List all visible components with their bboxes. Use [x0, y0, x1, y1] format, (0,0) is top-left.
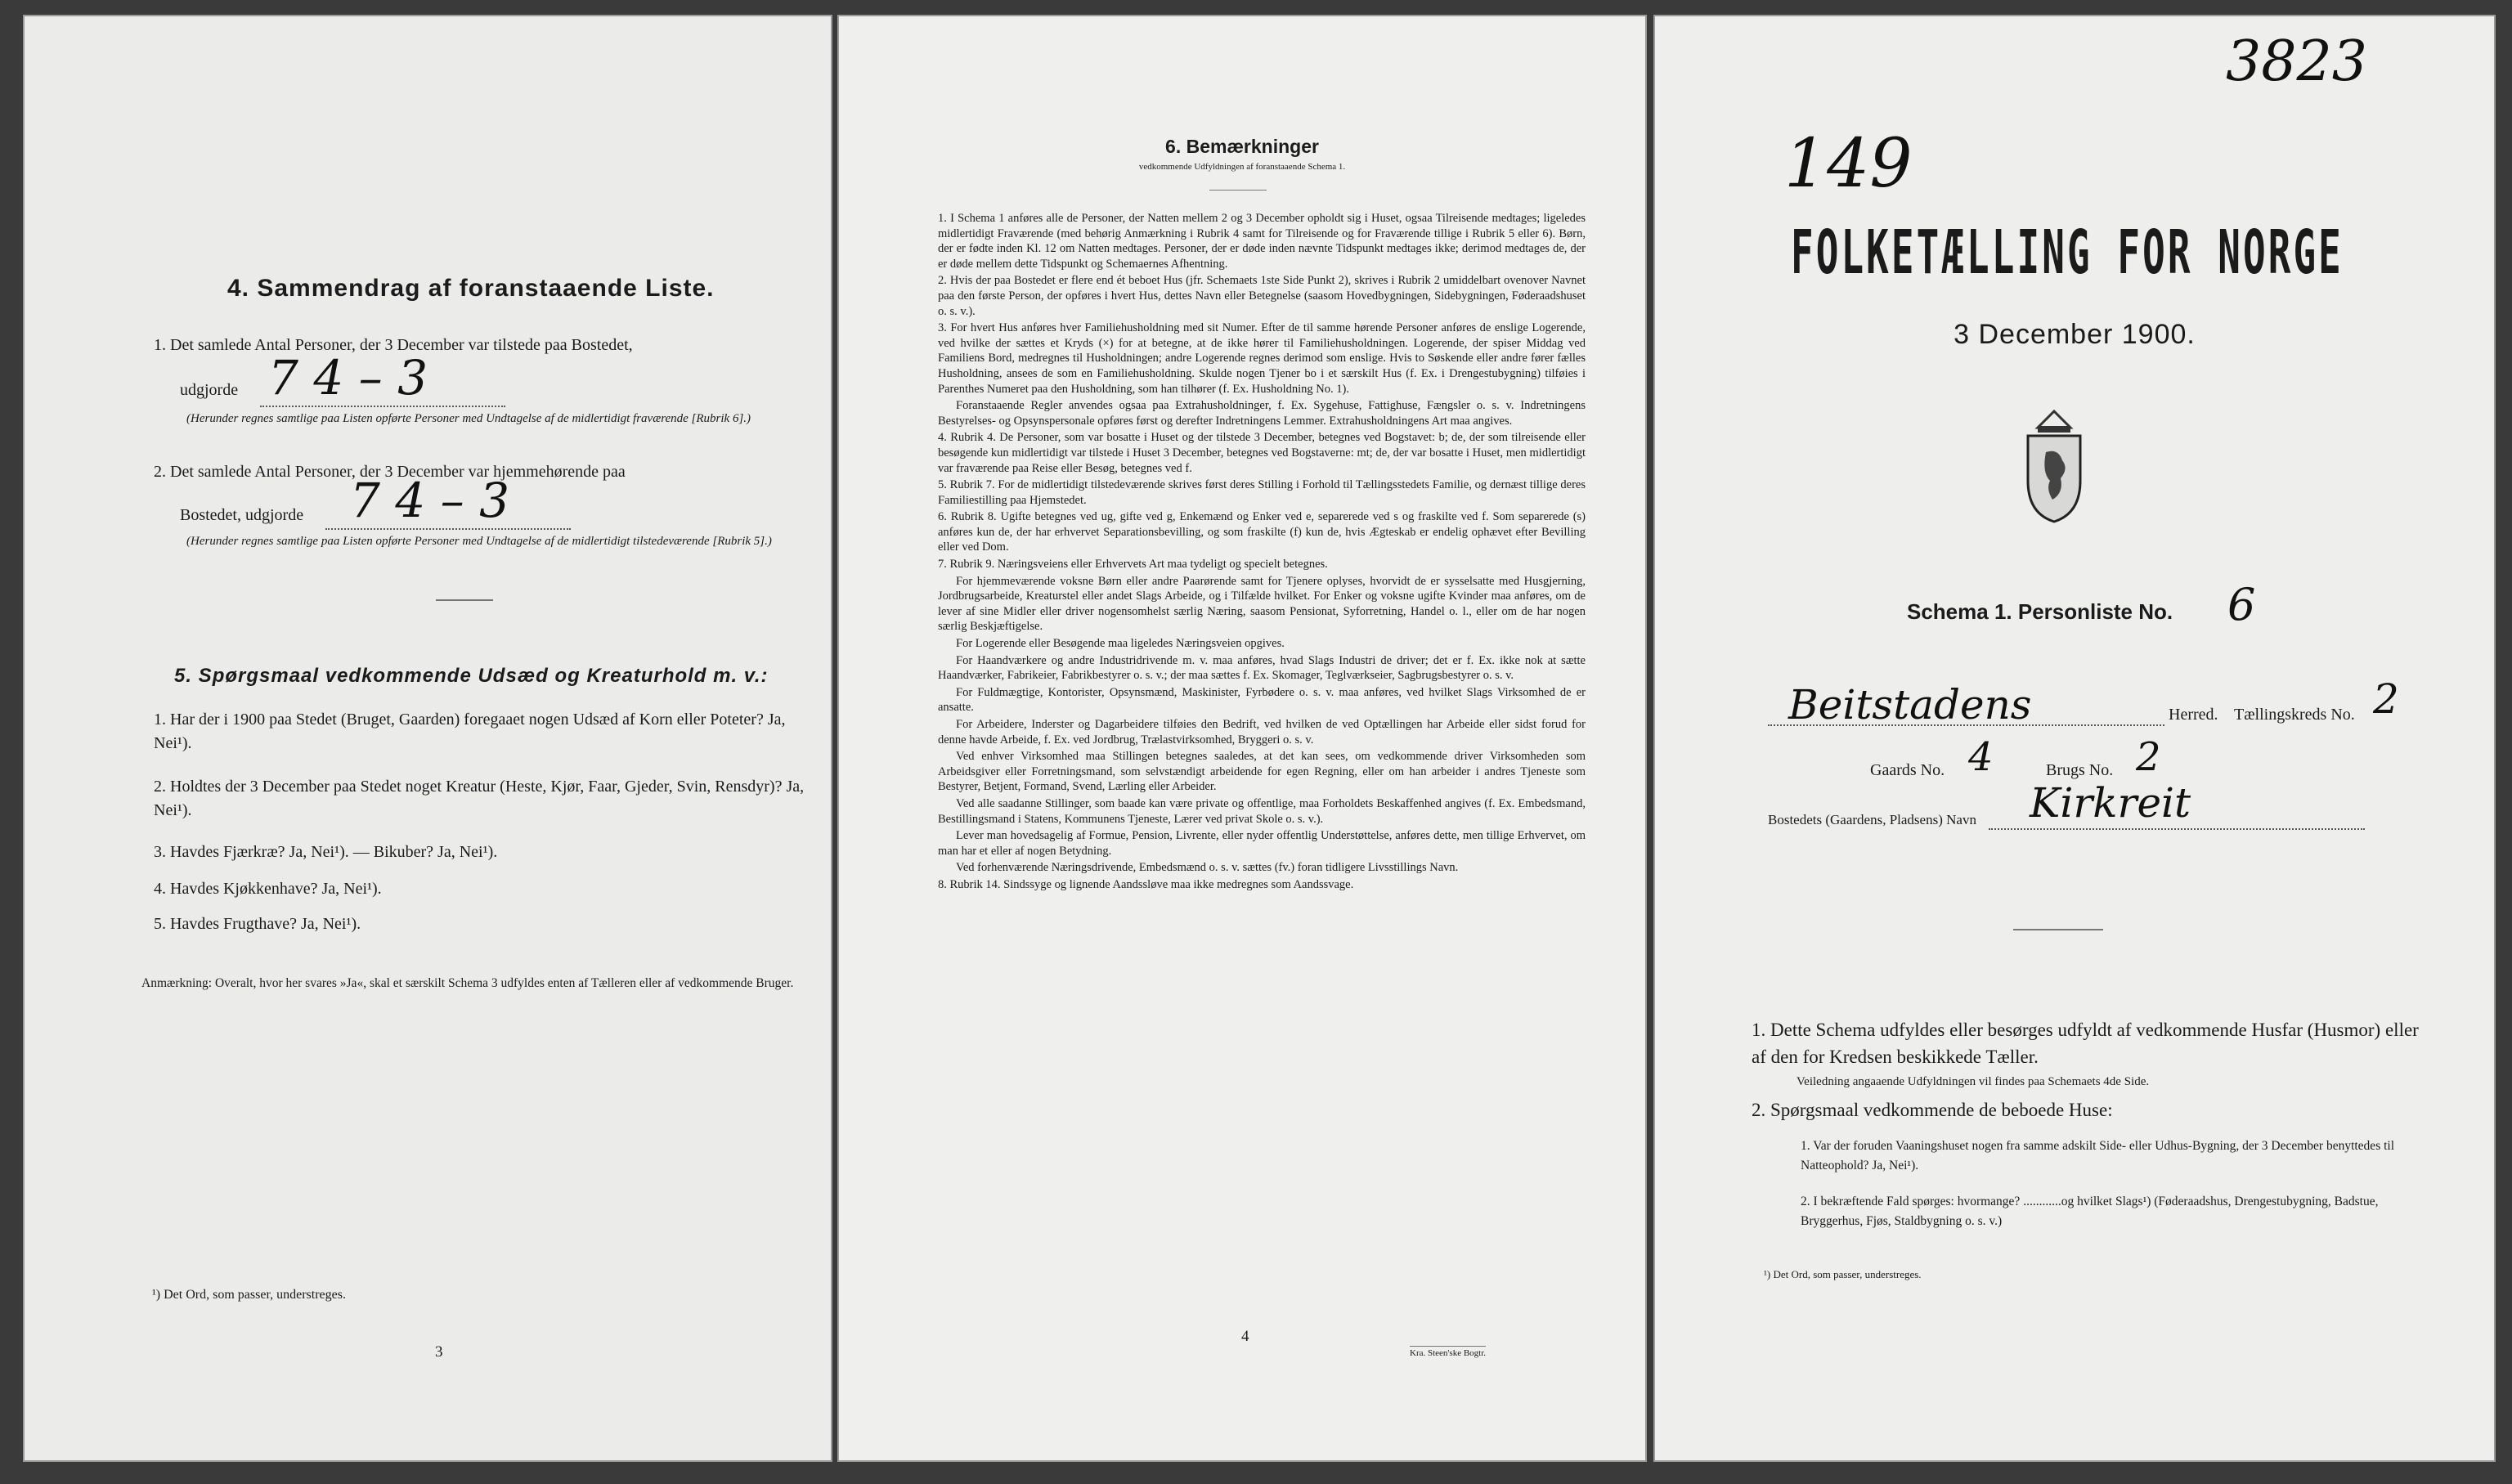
remark-paragraph: Lever man hovedsagelig af Formue, Pension, Livrente, eller nyder offentlig Understøttelse, anføres dette, men tillige Erhvervet, om man har et eller af nogen Betydning. [938, 829, 1586, 858]
schema-label: Schema 1. Personliste No. [1907, 599, 2173, 624]
remark-paragraph: Ved alle saadanne Stillinger, som baade kan være private og offentlige, maa Forholdets Beskaffenhed angives (f. Ex. Embedsmand, Bestillingsmand i Statens, Kommunens Tjeneste, Lærer ved privat Skole o. s. v.). [938, 796, 1586, 826]
census-title: FOLKETÆLLING FOR NORGE [1791, 217, 2344, 288]
remark-paragraph: Ved enhver Virksomhed maa Stillingen betegnes saaledes, at det kan sees, om vedkommende driver Virksomheden som Arbeidsgiver eller Forretningsmand, som selvstændigt arbeidende for egen Regning, eller om han arbeider i andres Tjeneste som Bestyrer, Betjent, Formand, Svend, Lærling eller Arbeider. [938, 750, 1586, 794]
section-4-title: 4. Sammendrag af foranstaaende Liste. [227, 275, 715, 302]
page-1 [1653, 15, 2496, 1462]
brugs-label: Brugs No. [2046, 761, 2114, 779]
question-4: 4. Havdes Kjøkkenhave? Ja, Nei¹). [154, 880, 382, 898]
herred-label: Herred. [2169, 706, 2218, 724]
remark-paragraph: For hjemmeværende voksne Børn eller andre Paarørende samt for Tjenere oplyses, hvorvidt de er sysselsatte med Husgjerning, Jordbrugsarbeide, Kreaturstel eller andet Slags Arbeide, og i Tilfælde hvilket. For Enker og voksne ugifte Kvinder maa anføres, om de lever af sine Midler eller driver nogensomhelst særlig Næring, saasom Pensionat, Syforretning, Handel o. l., eller om de har nogen særlig Beskjæftigelse. [938, 574, 1586, 634]
remark-paragraph: 7. Rubrik 9. Næringsveiens eller Erhvervets Art maa tydeligt og specielt betegnes. [938, 558, 1328, 572]
krets-number: 2 [2373, 675, 2399, 723]
item-1-label: udgjorde [180, 381, 239, 399]
item-1-dotline [260, 406, 505, 407]
remark-paragraph: For Fuldmægtige, Kontorister, Opsynsmænd, Maskinister, Fyrbødere o. s. v. maa anføres, ved hvilket Slags Virksomhed de er ansatte. [938, 685, 1586, 715]
herred-line [1768, 724, 2164, 726]
remark-paragraph: For Haandværkere og andre Industridrivende m. v. maa anføres, hvad Slags Industri de driver; det er f. Ex. ikke nok at sætte Haandværker, Fabrikeier, Fabrikbestyrer o. s. v.; der maa sættes f. Ex. Skomager, Teglværkseier, Sagbrugsbestyrer o. s. v. [938, 653, 1586, 683]
section-5-title: 5. Spørgsmaal vedkommende Udsæd og Kreaturhold m. v.: [174, 665, 769, 687]
gaards-number: 4 [1968, 734, 1994, 780]
remark-paragraph: Ved forhenværende Næringsdrivende, Embedsmænd o. s. v. sættes (fv.) foran tidligere Livsstillings Navn. [956, 861, 1459, 875]
instruction-2-2: 2. I bekræftende Fald spørges: hvormange? ............og hvilket Slags¹) (Føderaadshus, Drengestubygning, Badstue, Bryggerhus, Fjøs, Staldbygning o. s. v.) [1801, 1195, 2379, 1228]
item-2-note: (Herunder regnes samtlige paa Listen opførte Personer med Undtagelse af de midlertidigt tilstedeværende [Rubrik 5].) [186, 535, 772, 548]
printer-imprint: Kra. Steen'ske Bogtr. [1410, 1346, 1486, 1358]
question-3: 3. Havdes Fjærkræ? Ja, Nei¹). — Bikuber? Ja, Nei¹). [154, 843, 498, 861]
instruction-1-sub: Veiledning angaaende Udfyldningen vil findes paa Schemaets 4de Side. [1797, 1075, 2150, 1088]
divider [436, 599, 493, 601]
question-2: 2. Holdtes der 3 December paa Stedet noget Kreatur (Heste, Kjør, Faar, Gjeder, Svin, Rensdyr)? Ja, Nei¹). [154, 778, 805, 819]
brugs-number: 2 [2136, 734, 2161, 780]
footnote: ¹) Det Ord, som passer, understreges. [152, 1288, 346, 1302]
item-1-note: (Herunder regnes samtlige paa Listen opførte Personer med Undtagelse af de midlertidigt fraværende [Rubrik 6].) [186, 412, 751, 425]
herred-value: Beitstadens [1788, 681, 2032, 729]
remark-paragraph: 5. Rubrik 7. For de midlertidigt tilstedeværende skrives først deres Stilling i Forhold til Tællingsstedets Familie, og dernæst tillige deres Familiestilling paa Hjemstedet. [938, 478, 1586, 507]
remark-paragraph: 4. Rubrik 4. De Personer, som var bosatte i Huset og der tilstede 3 December, betegnes ved Bogstavet: b; de, der som tilreisende eller besøgende kun midlertidigt var tilstede i Huset 3 December, betegnes ved Bogstaverne: mt; de, der var bosatte i Huset, men midlertidigt var fraværende paa Reise eller Besøg, betegnes ved f. [938, 431, 1586, 475]
remark-paragraph: 3. For hvert Hus anføres hver Familiehusholdning med sit Numer. Efter de til samme hørende Personer anføres de enslige Logerende, ved hvilke der sættes et Kryds (×) for at betegne, at de ikke hører til Familiehusholdningen. Logerende, der spiser Middag ved Familiens Bord, medregnes til Husholdningen; andre Logerende regnes derimod som enslige. Hvis to Søskende eller andre fører fælles Husholdning, ansees de som en Familiehusholdning. Skulde nogen Tjener bo i et særskilt Hus (f. Ex. i Drengestubygning) tilføies i Parenthes Numeret paa den Husholdning, som han tilhører (f. Ex. Husholdning No. 1). [938, 321, 1586, 396]
annotation-note: Anmærkning: Overalt, hvor her svares »Ja«, skal et særskilt Schema 3 udfyldes enten af Tælleren eller af vedkommende Bruger. [141, 976, 794, 990]
remarks-subtitle: vedkommende Udfyldningen af foranstaaende Schema 1. [1138, 162, 1346, 172]
census-date: 3 December 1900. [1954, 319, 2196, 350]
bosted-label: Bostedets (Gaardens, Pladsens) Navn [1768, 812, 1976, 827]
gaards-label: Gaards No. [1870, 761, 1945, 779]
divider [2013, 929, 2103, 930]
item-2-dotline [325, 528, 571, 530]
instruction-1: 1. Dette Schema udfyldes eller besørges udfyldt af vedkommende Husfar (Husmor) eller af den for Kredsen beskikkede Tæller. [1752, 1020, 2419, 1067]
item-2-text: 2. Det samlede Antal Personer, der 3 December var hjemmehørende paa [154, 463, 626, 481]
remark-paragraph: For Arbeidere, Inderster og Dagarbeidere tilføies den Bedrift, ved hvilken de ved Optællingen har Arbeide eller sidst forud for denne havde Arbeide, f. Ex. ved Jordbrug, Trælastvirksomhed, Bryggeri o. s. v. [938, 718, 1586, 746]
question-1: 1. Har der i 1900 paa Stedet (Bruget, Gaarden) foregaaet nogen Udsæd af Korn eller Poteter? Ja, Nei¹). [154, 711, 786, 752]
bosted-value: Kirkreit [2030, 779, 2191, 827]
item-2-values: 7 4 – 3 [350, 473, 510, 528]
schema-number: 6 [2227, 579, 2256, 630]
coat-of-arms-icon [2013, 403, 2095, 526]
question-5: 5. Havdes Frugthave? Ja, Nei¹). [154, 915, 361, 933]
page-number: 3 [435, 1343, 443, 1361]
remark-paragraph: 8. Rubrik 14. Sindssyge og lignende Aandssløve maa ikke medregnes som Aandssvage. [938, 877, 1354, 891]
remarks-list [938, 211, 1586, 894]
page-number: 4 [1241, 1328, 1249, 1345]
remarks-title: 6. Bemærkninger [1165, 136, 1319, 157]
remark-paragraph: 2. Hvis der paa Bostedet er flere end ét beboet Hus (jfr. Schemaets 1ste Side Punkt 2), skrives i Rubrik 2 umiddelbart ovenover Navnet paa den første Person, der opføres i hvert Hus, dettes Navn eller Betegnelse (saasom Hovedbygningen, Sidebygningen, Føderaadshuset o. s. v.). [938, 274, 1586, 318]
page-3 [23, 15, 832, 1462]
footnote: ¹) Det Ord, som passer, understreges. [1764, 1268, 1922, 1280]
bosted-line [1989, 828, 2365, 830]
remark-paragraph: For Logerende eller Besøgende maa ligeledes Næringsveien opgives. [956, 637, 1285, 651]
instruction-2-1: 1. Var der foruden Vaaningshuset nogen fra samme adskilt Side- eller Udhus-Bygning, der 3 December benyttedes til Natteophold? Ja, Nei¹). [1801, 1139, 2395, 1172]
divider [1209, 190, 1267, 191]
item-1-values: 7 4 – 3 [268, 350, 428, 406]
krets-label: Tællingskreds No. [2234, 706, 2355, 724]
archive-number: 3823 [2226, 29, 2368, 94]
page-4 [837, 15, 1647, 1462]
item-2-label: Bostedet, udgjorde [180, 506, 304, 524]
remark-paragraph: Foranstaaende Regler anvendes ogsaa paa Extrahusholdninger, f. Ex. Sygehuse, Fattighuse, Fængsler o. s. v. Indretningens Bestyrelses- og Opsynspersonale opføres først og derefter Indretningens Lemmer. Extrahusholdningens Art maa angives. [938, 399, 1586, 428]
handwritten-number: 149 [1784, 125, 1913, 203]
remark-paragraph: 1. I Schema 1 anføres alle de Personer, der Natten mellem 2 og 3 December opholdt sig i Huset, ogsaa Tilreisende medtages; ligeledes midlertidigt Fraværende (med behørig Anmærkning i Rubrik 4 samt for Tilreisende og for Fraværende tillige i Rubrik 5 eller 6). Børn, der er fødte inden Kl. 12 om Natten medtages. Personer, der er døde inden nævnte Tidspunkt medtages ikke; derimod medtages de, der er døde mellem dette Tidspunkt og Schemaernes Afhentning. [938, 212, 1586, 271]
instruction-2: 2. Spørgsmaal vedkommende de beboede Huse: [1752, 1100, 2113, 1120]
item-1-text: 1. Det samlede Antal Personer, der 3 December var tilstede paa Bostedet, [154, 336, 633, 354]
remark-paragraph: 6. Rubrik 8. Ugifte betegnes ved ug, gifte ved g, Enkemænd og Enker ved e, separerede ved s og fraskilte ved f. Som separerede (s) anføres kun de, der har erhvervet Separationsbevilling, og som fraskilte (f) kun de, hvis Ægteskab er endelig ophævet efter Bevilling eller ved Dom. [938, 510, 1586, 554]
